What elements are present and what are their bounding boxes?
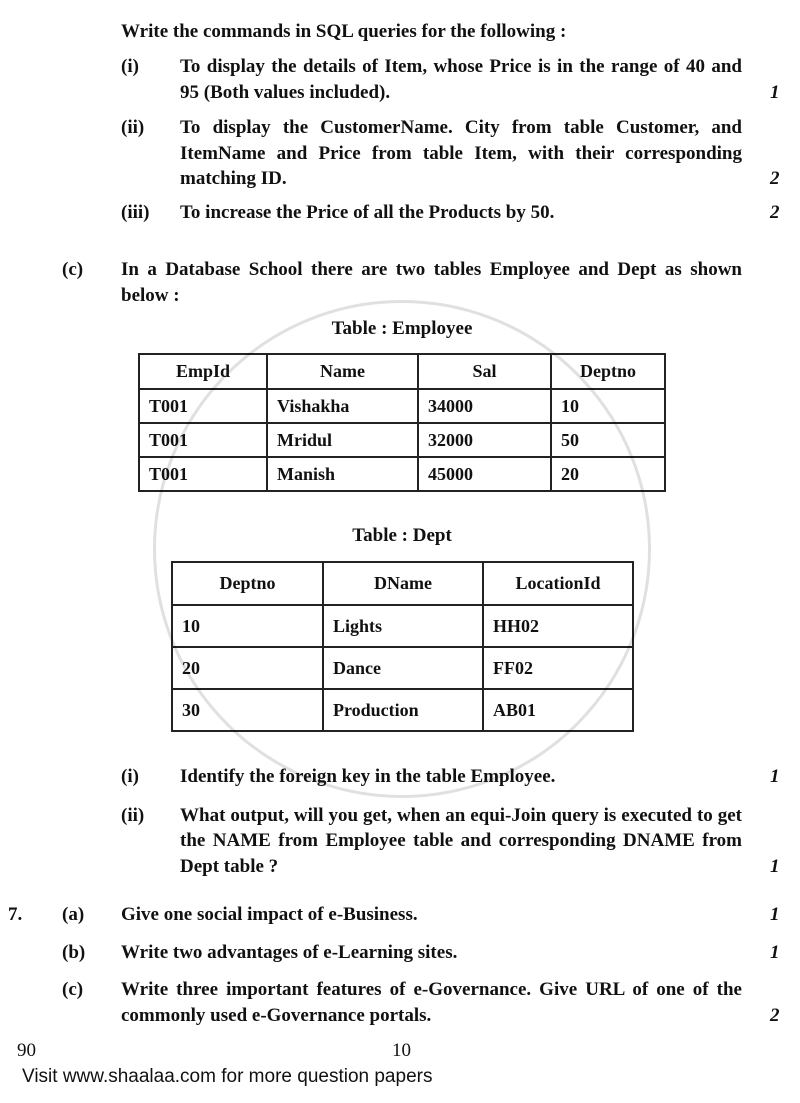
question-number: (i) bbox=[121, 766, 139, 787]
question bbox=[62, 977, 780, 1028]
table-cell: 32000 bbox=[418, 423, 551, 457]
question-marks: 1 bbox=[770, 904, 780, 925]
table-cell: HH02 bbox=[483, 605, 633, 647]
question bbox=[121, 200, 780, 226]
table-cell: 30 bbox=[172, 689, 323, 731]
visit-link[interactable]: Visit www.shaalaa.com for more question papers bbox=[22, 1066, 433, 1087]
table-cell: T001 bbox=[139, 457, 267, 491]
table-header: Sal bbox=[418, 354, 551, 389]
table-header: Deptno bbox=[172, 562, 323, 605]
question-number: (c) bbox=[62, 979, 84, 1000]
footer-row bbox=[0, 1040, 800, 1062]
paper-code: 90 bbox=[17, 1040, 36, 1061]
sql-intro: Write the commands in SQL queries for the following : bbox=[121, 21, 567, 42]
table-cell: T001 bbox=[139, 389, 267, 423]
question-text: Write two advantages of e-Learning sites. bbox=[121, 941, 458, 963]
question-number: (c) bbox=[62, 259, 84, 280]
question-text: Identify the foreign key in the table Employee. bbox=[180, 766, 556, 787]
question-marks: 1 bbox=[770, 855, 780, 877]
table-cell: 50 bbox=[551, 423, 665, 457]
question-text: To increase the Price of all the Products by 50. bbox=[180, 201, 555, 223]
question-text: Write three important features of e-Governance. Give URL of one of the commonly used e-Governance portals. bbox=[121, 979, 742, 1026]
question-text: What output, will you get, when an equi-Join query is executed to get the NAME from Employee table and corresponding DNAME from Dept table ? bbox=[180, 804, 742, 877]
question bbox=[121, 803, 780, 880]
question-marks: 1 bbox=[770, 81, 780, 103]
table-cell: Dance bbox=[323, 647, 483, 689]
table-cell: 34000 bbox=[418, 389, 551, 423]
question-number: (b) bbox=[62, 941, 86, 963]
table-row bbox=[172, 689, 633, 731]
table-header: Name bbox=[267, 354, 418, 389]
table-cell: Production bbox=[323, 689, 483, 731]
table-row bbox=[172, 647, 633, 689]
question bbox=[62, 940, 780, 966]
question-7-number: 7. bbox=[8, 904, 23, 925]
question bbox=[62, 257, 742, 308]
table-cell: 10 bbox=[172, 605, 323, 647]
dept-table bbox=[171, 561, 634, 732]
question-number: (iii) bbox=[121, 201, 150, 223]
question-marks: 2 bbox=[770, 168, 780, 189]
question-number: (ii) bbox=[121, 804, 145, 826]
table-cell: Lights bbox=[323, 605, 483, 647]
page-number: 10 bbox=[392, 1040, 411, 1061]
table-cell: FF02 bbox=[483, 647, 633, 689]
question-number: (a) bbox=[62, 904, 85, 925]
table-cell: 45000 bbox=[418, 457, 551, 491]
table-header: Deptno bbox=[551, 354, 665, 389]
employee-table bbox=[138, 353, 666, 492]
dept-table-caption: Table : Dept bbox=[352, 525, 452, 546]
table-cell: AB01 bbox=[483, 689, 633, 731]
question-marks: 1 bbox=[770, 766, 780, 787]
employee-table-caption: Table : Employee bbox=[331, 318, 473, 339]
question-marks: 2 bbox=[770, 1004, 780, 1026]
table-header: DName bbox=[323, 562, 483, 605]
table-row bbox=[172, 605, 633, 647]
table-cell: Mridul bbox=[267, 423, 418, 457]
table-cell: 20 bbox=[551, 457, 665, 491]
question bbox=[121, 764, 780, 790]
table-cell: 20 bbox=[172, 647, 323, 689]
table-header: LocationId bbox=[483, 562, 633, 605]
table-header: EmpId bbox=[139, 354, 267, 389]
question bbox=[121, 54, 780, 105]
question-marks: 1 bbox=[770, 941, 780, 963]
question bbox=[8, 902, 780, 928]
question-number: (ii) bbox=[121, 117, 145, 138]
table-row bbox=[139, 457, 665, 491]
table-row bbox=[139, 389, 665, 423]
question-number: (i) bbox=[121, 56, 139, 77]
question-text: To display the details of Item, whose Price is in the range of 40 and 95 (Both values included). bbox=[180, 56, 742, 103]
table-cell: 10 bbox=[551, 389, 665, 423]
question-marks: 2 bbox=[770, 201, 780, 223]
question-text: To display the CustomerName. City from table Customer, and ItemName and Price from table Item, with their corresponding matching ID. bbox=[180, 117, 742, 189]
table-row bbox=[139, 423, 665, 457]
question-text: In a Database School there are two tables Employee and Dept as shown below : bbox=[121, 259, 742, 306]
question-text: Give one social impact of e-Business. bbox=[121, 904, 418, 925]
table-cell: T001 bbox=[139, 423, 267, 457]
question bbox=[121, 115, 780, 192]
table-cell: Vishakha bbox=[267, 389, 418, 423]
table-cell: Manish bbox=[267, 457, 418, 491]
